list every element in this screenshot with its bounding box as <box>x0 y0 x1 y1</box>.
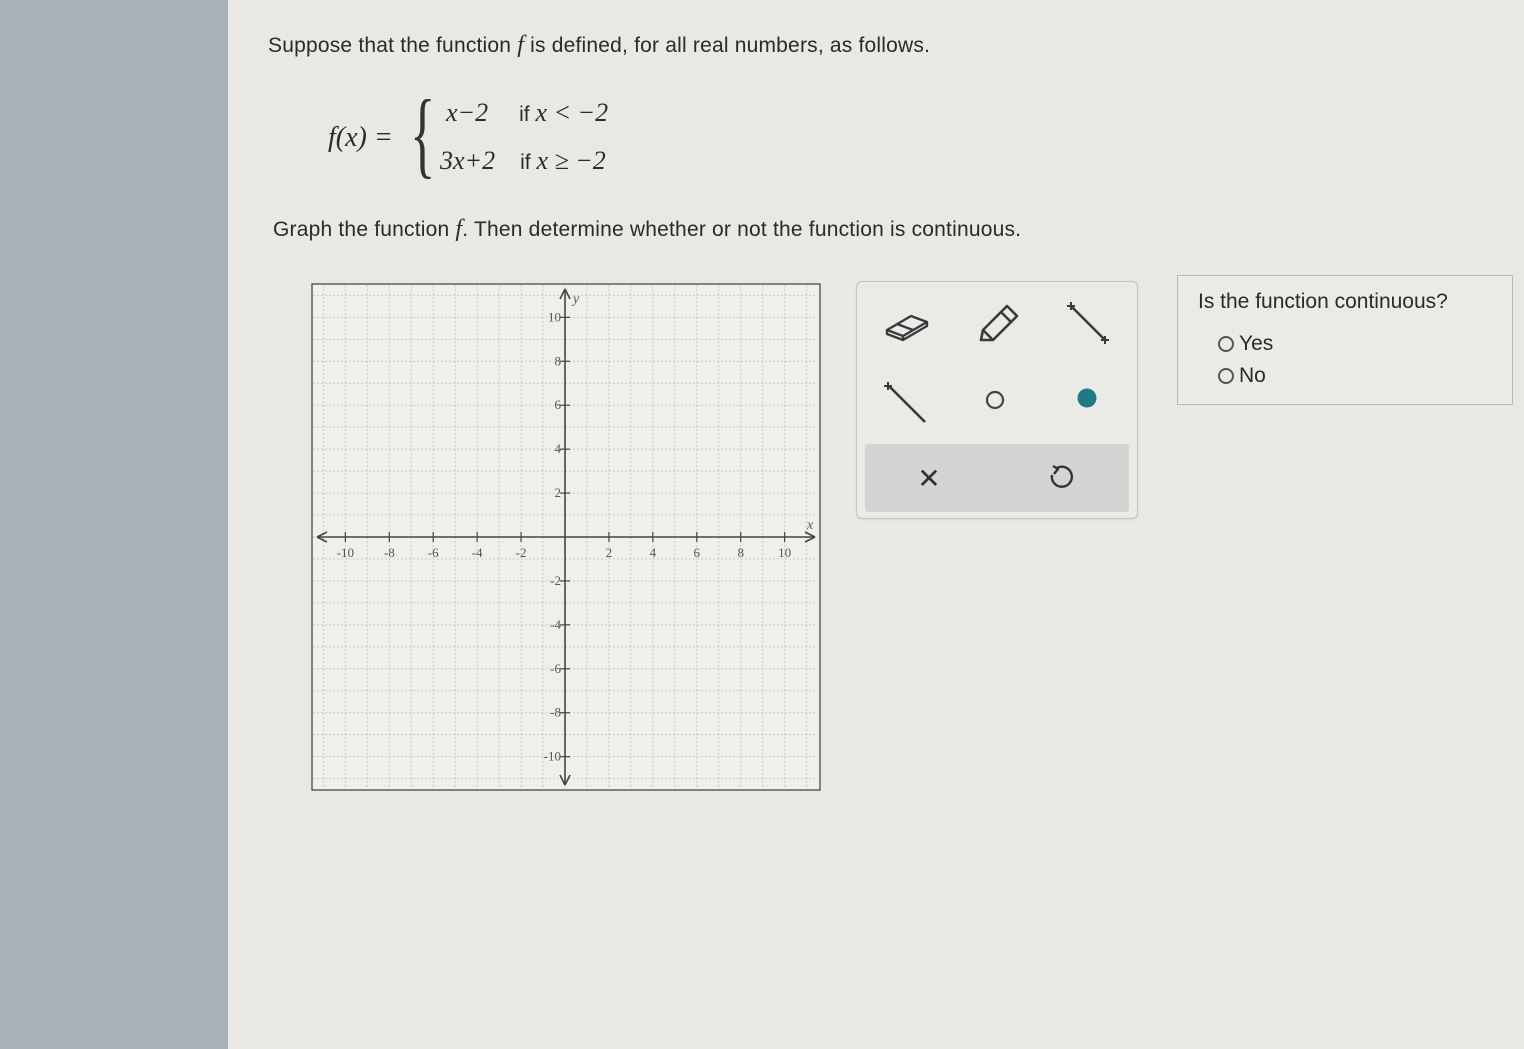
pencil-icon[interactable] <box>967 294 1027 354</box>
function-symbol: f <box>455 216 463 242</box>
formula-brace: { <box>410 80 436 187</box>
ray-icon[interactable] <box>875 372 935 432</box>
toolbox-actions <box>865 444 1129 512</box>
y-tick-label: 10 <box>548 309 561 325</box>
formula-case-1 <box>446 98 608 128</box>
prompt-text: . Then determine whether or not the function is continuous. <box>462 218 1022 241</box>
x-tick-label: 6 <box>693 545 701 560</box>
case-condition: x < −2 <box>535 98 609 127</box>
x-tick-label: 2 <box>605 545 613 560</box>
piecewise-formula <box>328 80 648 192</box>
case-if: if <box>520 151 537 174</box>
closed-point-icon[interactable] <box>1057 368 1117 428</box>
case-condition: x ≥ −2 <box>536 146 606 175</box>
instruction-text <box>273 216 1021 243</box>
clear-button[interactable] <box>899 448 959 508</box>
y-tick-label: -6 <box>550 660 561 676</box>
case-if: if <box>519 103 536 126</box>
x-tick-label: -10 <box>336 545 355 560</box>
radio-no[interactable] <box>1218 368 1234 384</box>
graphing-grid[interactable] <box>311 283 821 791</box>
y-tick-label: -4 <box>550 616 561 632</box>
y-tick-label: -8 <box>550 704 561 720</box>
y-tick-label: 2 <box>554 485 561 501</box>
question-text: Is the function continuous? <box>1198 290 1448 313</box>
option-label: No <box>1239 364 1266 387</box>
x-tick-label: -4 <box>471 545 483 560</box>
y-tick-label: 6 <box>554 397 561 413</box>
x-tick-label: -2 <box>515 545 527 560</box>
open-point-icon[interactable] <box>965 370 1025 430</box>
x-axis-label: x <box>807 518 814 533</box>
y-tick-label: -2 <box>550 572 561 588</box>
x-tick-label: 10 <box>778 545 792 560</box>
x-tick-label: -6 <box>427 545 439 560</box>
formula-lhs: f(x) = <box>328 122 393 153</box>
function-symbol: f <box>517 32 525 58</box>
case-expression: 3x+2 <box>440 146 496 175</box>
prompt-text: Suppose that the function <box>268 34 518 57</box>
case-expression: x−2 <box>446 98 489 127</box>
prompt-text: Graph the function <box>273 218 456 241</box>
x-tick-label: -8 <box>383 545 395 560</box>
line-segment-icon[interactable] <box>1057 292 1117 352</box>
prompt-text: is defined, for all real numbers, as follows. <box>524 34 931 57</box>
eraser-icon[interactable] <box>877 294 937 354</box>
radio-yes[interactable] <box>1218 336 1234 352</box>
option-label: Yes <box>1239 332 1274 355</box>
option-yes[interactable] <box>1218 332 1273 356</box>
close-icon: ✕ <box>917 462 941 494</box>
continuity-question <box>1177 275 1513 405</box>
y-tick-label: -10 <box>543 748 561 764</box>
x-tick-label: 8 <box>737 545 744 560</box>
problem-statement <box>268 32 930 59</box>
undo-icon <box>1046 463 1076 493</box>
formula-case-2 <box>440 146 606 176</box>
y-tick-label: 4 <box>554 441 561 457</box>
worksheet-page <box>228 0 1524 1049</box>
coordinate-plane[interactable] <box>311 283 821 791</box>
undo-button[interactable] <box>1031 448 1091 508</box>
x-tick-label: 4 <box>649 545 657 560</box>
y-tick-label: 8 <box>554 353 561 369</box>
option-no[interactable] <box>1218 364 1266 388</box>
y-axis-label: y <box>573 292 580 307</box>
graph-toolbox <box>856 281 1138 519</box>
